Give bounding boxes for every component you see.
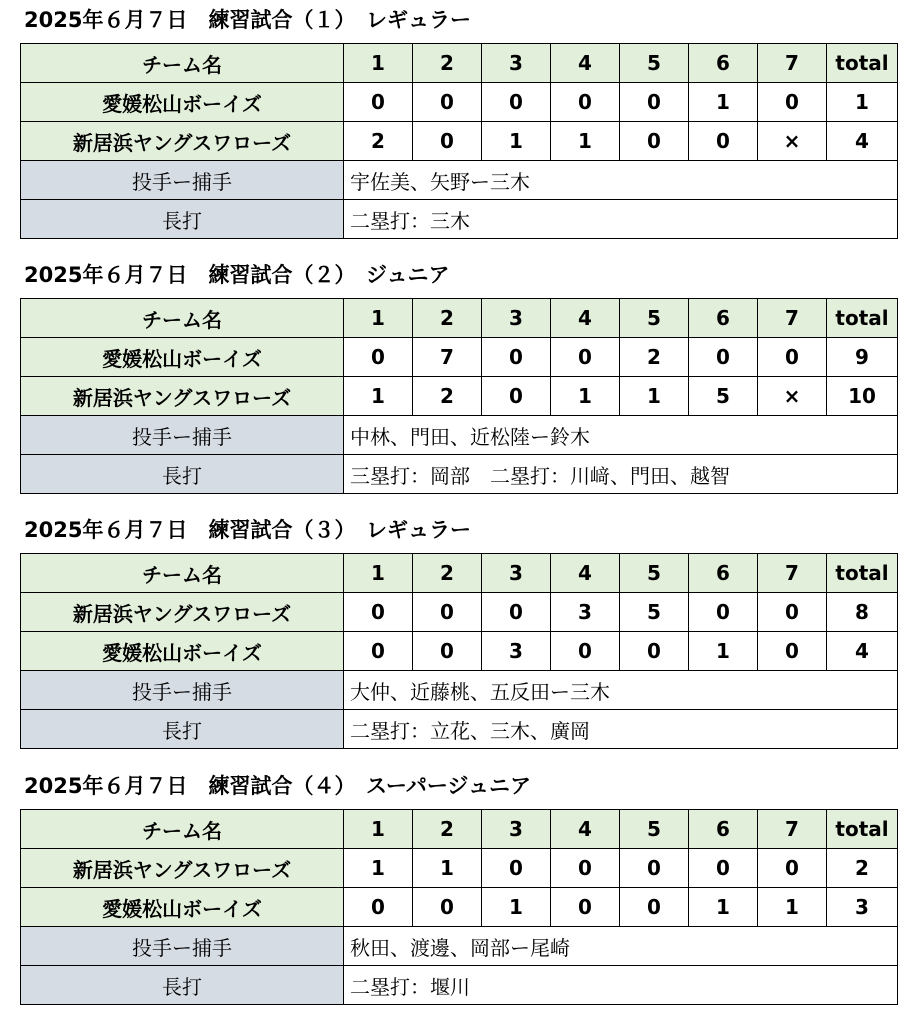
inning-header: 6 [689, 554, 758, 593]
long-hits-label: 長打 [21, 966, 344, 1005]
inning-header: 2 [413, 44, 482, 83]
inning-score: 7 [413, 338, 482, 377]
inning-header: 3 [482, 299, 551, 338]
score-table [20, 809, 898, 1005]
inning-header: 3 [482, 810, 551, 849]
inning-score: 0 [551, 632, 620, 671]
battery-label: 投手ー捕手 [21, 927, 344, 966]
inning-header: 5 [620, 554, 689, 593]
inning-header: 1 [344, 810, 413, 849]
total-header: total [827, 554, 898, 593]
inning-score: 0 [413, 83, 482, 122]
inning-score: 1 [620, 377, 689, 416]
inning-score: 2 [413, 377, 482, 416]
inning-header: 7 [758, 810, 827, 849]
team-name-header: チーム名 [21, 44, 344, 83]
inning-score: 1 [758, 888, 827, 927]
inning-score: 0 [413, 888, 482, 927]
inning-score: 2 [620, 338, 689, 377]
battery-label: 投手ー捕手 [21, 416, 344, 455]
inning-score: 0 [620, 122, 689, 161]
long-hits-label: 長打 [21, 200, 344, 239]
team-name: 新居浜ヤングスワローズ [21, 593, 344, 632]
header-row [21, 44, 898, 83]
inning-header: 5 [620, 810, 689, 849]
inning-score: 0 [620, 632, 689, 671]
long-hits-value: 三塁打：岡部 二塁打：川﨑、門田、越智 [344, 455, 898, 494]
inning-score: 0 [413, 632, 482, 671]
long-hits-value: 二塁打：堰川 [344, 966, 898, 1005]
inning-score: 0 [689, 849, 758, 888]
inning-score: 1 [482, 888, 551, 927]
header-row [21, 299, 898, 338]
inning-score: 3 [551, 593, 620, 632]
long-hits-label: 長打 [21, 455, 344, 494]
battery-value: 中林、門田、近松陸ー鈴木 [344, 416, 898, 455]
header-row [21, 810, 898, 849]
inning-header: 6 [689, 299, 758, 338]
inning-header: 7 [758, 299, 827, 338]
team-row [21, 122, 898, 161]
battery-value: 秋田、渡邊、岡部ー尾崎 [344, 927, 898, 966]
inning-score: 1 [689, 83, 758, 122]
inning-score: 0 [689, 338, 758, 377]
game-title: 2025年６月７日 練習試合（３） レギュラー [24, 518, 471, 542]
battery-value: 大仲、近藤桃、五反田ー三木 [344, 671, 898, 710]
team-name: 愛媛松山ボーイズ [21, 888, 344, 927]
team-row [21, 849, 898, 888]
inning-score: × [758, 377, 827, 416]
inning-score: 0 [620, 849, 689, 888]
inning-header: 4 [551, 299, 620, 338]
total-header: total [827, 44, 898, 83]
inning-score: 1 [482, 122, 551, 161]
inning-score: 0 [413, 593, 482, 632]
inning-header: 2 [413, 299, 482, 338]
inning-score: 0 [482, 83, 551, 122]
team-name-header: チーム名 [21, 810, 344, 849]
team-name: 愛媛松山ボーイズ [21, 83, 344, 122]
score-table [20, 43, 898, 239]
inning-header: 5 [620, 44, 689, 83]
inning-score: 0 [551, 338, 620, 377]
inning-header: 6 [689, 44, 758, 83]
team-row [21, 377, 898, 416]
inning-header: 4 [551, 810, 620, 849]
inning-score: 0 [482, 377, 551, 416]
game-title: 2025年６月７日 練習試合（４） スーパージュニア [24, 774, 532, 798]
inning-score: 0 [689, 593, 758, 632]
team-row [21, 83, 898, 122]
inning-score: 0 [758, 338, 827, 377]
inning-score: 1 [551, 377, 620, 416]
inning-score: 0 [689, 122, 758, 161]
inning-score: 0 [758, 593, 827, 632]
inning-header: 3 [482, 44, 551, 83]
inning-score: 3 [482, 632, 551, 671]
inning-header: 5 [620, 299, 689, 338]
team-row [21, 632, 898, 671]
total-score: 3 [827, 888, 898, 927]
inning-score: 0 [620, 888, 689, 927]
inning-score: 0 [482, 593, 551, 632]
inning-score: 0 [620, 83, 689, 122]
inning-score: 0 [551, 83, 620, 122]
inning-header: 7 [758, 44, 827, 83]
long-hits-row [21, 455, 898, 494]
team-row [21, 338, 898, 377]
score-table [20, 553, 898, 749]
long-hits-label: 長打 [21, 710, 344, 749]
inning-score: 2 [344, 122, 413, 161]
battery-label: 投手ー捕手 [21, 161, 344, 200]
battery-row [21, 161, 898, 200]
inning-header: 1 [344, 299, 413, 338]
team-name-header: チーム名 [21, 554, 344, 593]
team-name: 愛媛松山ボーイズ [21, 338, 344, 377]
long-hits-value: 二塁打：立花、三木、廣岡 [344, 710, 898, 749]
long-hits-value: 二塁打：三木 [344, 200, 898, 239]
inning-header: 1 [344, 44, 413, 83]
inning-header: 2 [413, 554, 482, 593]
inning-score: 1 [689, 632, 758, 671]
total-score: 9 [827, 338, 898, 377]
battery-row [21, 671, 898, 710]
inning-score: 0 [344, 338, 413, 377]
long-hits-row [21, 966, 898, 1005]
inning-score: 0 [551, 888, 620, 927]
inning-header: 3 [482, 554, 551, 593]
total-score: 1 [827, 83, 898, 122]
inning-header: 1 [344, 554, 413, 593]
team-row [21, 888, 898, 927]
inning-score: 5 [620, 593, 689, 632]
inning-header: 4 [551, 554, 620, 593]
team-name: 新居浜ヤングスワローズ [21, 849, 344, 888]
inning-score: 0 [344, 593, 413, 632]
inning-score: 0 [758, 849, 827, 888]
header-row [21, 554, 898, 593]
inning-header: 2 [413, 810, 482, 849]
inning-score: 0 [344, 83, 413, 122]
inning-score: × [758, 122, 827, 161]
long-hits-row [21, 200, 898, 239]
total-score: 4 [827, 122, 898, 161]
battery-value: 宇佐美、矢野ー三木 [344, 161, 898, 200]
inning-score: 0 [344, 888, 413, 927]
team-name: 新居浜ヤングスワローズ [21, 377, 344, 416]
team-name: 愛媛松山ボーイズ [21, 632, 344, 671]
game-title: 2025年６月７日 練習試合（１） レギュラー [24, 8, 471, 32]
inning-header: 6 [689, 810, 758, 849]
total-score: 4 [827, 632, 898, 671]
inning-header: 7 [758, 554, 827, 593]
team-name-header: チーム名 [21, 299, 344, 338]
total-header: total [827, 810, 898, 849]
inning-score: 1 [344, 849, 413, 888]
team-row [21, 593, 898, 632]
battery-row [21, 416, 898, 455]
inning-score: 0 [758, 632, 827, 671]
game-title: 2025年６月７日 練習試合（２） ジュニア [24, 263, 450, 287]
team-name: 新居浜ヤングスワローズ [21, 122, 344, 161]
inning-score: 1 [344, 377, 413, 416]
inning-score: 0 [758, 83, 827, 122]
total-score: 8 [827, 593, 898, 632]
total-score: 2 [827, 849, 898, 888]
inning-header: 4 [551, 44, 620, 83]
battery-label: 投手ー捕手 [21, 671, 344, 710]
inning-score: 0 [344, 632, 413, 671]
inning-score: 1 [551, 122, 620, 161]
battery-row [21, 927, 898, 966]
inning-score: 1 [413, 849, 482, 888]
inning-score: 5 [689, 377, 758, 416]
inning-score: 0 [413, 122, 482, 161]
inning-score: 0 [482, 849, 551, 888]
long-hits-row [21, 710, 898, 749]
total-header: total [827, 299, 898, 338]
score-table [20, 298, 898, 494]
total-score: 10 [827, 377, 898, 416]
inning-score: 0 [551, 849, 620, 888]
inning-score: 0 [482, 338, 551, 377]
inning-score: 1 [689, 888, 758, 927]
